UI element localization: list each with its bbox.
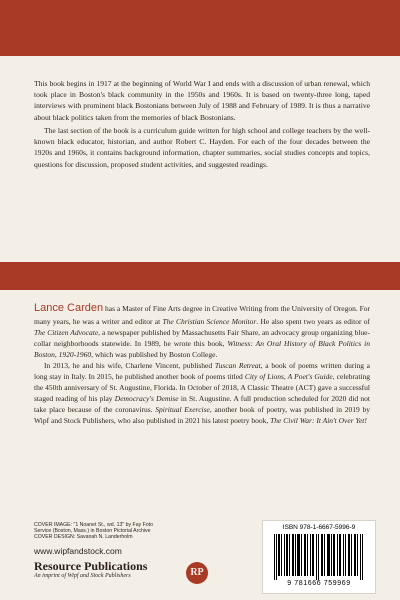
barcode-bars (272, 534, 366, 580)
isbn-barcode (262, 520, 376, 594)
description-paragraph-2: The last section of the book is a curriculum guide written for high school and college teachers by the well-known black educator, historian, and author Robert C. Hayden. For each of the four decades between the 1920s and 1960s, it contains background information, chapter summaries, social studies concepts and topics, questions for discussion, proposed student activities, and suggested readings. (34, 125, 370, 169)
credit-line: Service (Boston, Mass.) in Boston Pictorial Archive (34, 528, 151, 535)
bio-paragraph-2: In 2013, he and his wife, Charlene Vincent, published Tuscan Retreat, a book of poems written during a long stay in Italy. In 2015, he published another book of poems titled City of Lions, A Poet's Guide, celebrating the 450th anniversary of St. Augustine, Florida. In October of 2018, A Classic Theatre (ACT) gave a successful staged reading of his play Democracy's Demise in St. Augustine. A full production scheduled for 2020 did not take place because of the coronavirus. Spiritual Exercise, another book of poetry, was published in 2019 by Wipf and Stock Publishers, who also published in 2021 his latest poetry book, The Civil War: It Ain't Over Yet! (34, 361, 371, 426)
bio-paragraph-1: Lance Carden has a Master of Fine Arts degree in Creative Writing from the University of Oregon. For many years, he was a writer and editor at The Christian Science Monitor. He also spent two years as editor of The Citizen Advocate, a newspaper published by Massachusetts Fair Share, an advocacy group organizing blue-collar neighborhoods statewide. In 1989, he wrote this book, Witness: An Oral History of Black Politics in Boston, 1920-1960, which was published by Boston College. (34, 302, 371, 360)
publisher-block (34, 560, 214, 590)
publisher-imprint: An imprint of Wipf and Stock Publishers (34, 573, 131, 580)
author-name: Lance Carden (34, 302, 104, 314)
top-red-band (0, 0, 400, 56)
publisher-logo: RP (186, 562, 208, 584)
book-description (34, 78, 370, 170)
middle-red-band (0, 262, 400, 290)
description-paragraph-1: This book begins in 1917 at the beginning of World War I and ends with a discussion of urban renewal, which took place in Boston's black community in the 1950s and 1960s. It is based on twenty-three long, taped interviews with prominent black Bostonians between July of 1988 and February of 1989. It is thus a narrative about black politics taken from the memories of black Bostonians. (34, 79, 370, 122)
barcode-digits: 9 781666 759969 (287, 580, 351, 587)
credit-line: COVER IMAGE: "1 Noanet St., wd. 13" by Fay Foto (34, 522, 154, 528)
cover-credits (34, 522, 244, 541)
author-bio (34, 300, 370, 426)
credit-line: COVER DESIGN: Savanah N. Landerholm (34, 534, 133, 541)
publisher-name: Resource Publications (34, 559, 148, 573)
publisher-website: www.wipfandstock.com (34, 546, 122, 556)
isbn-label: ISBN 978-1-6667-5996-9 (282, 524, 356, 531)
